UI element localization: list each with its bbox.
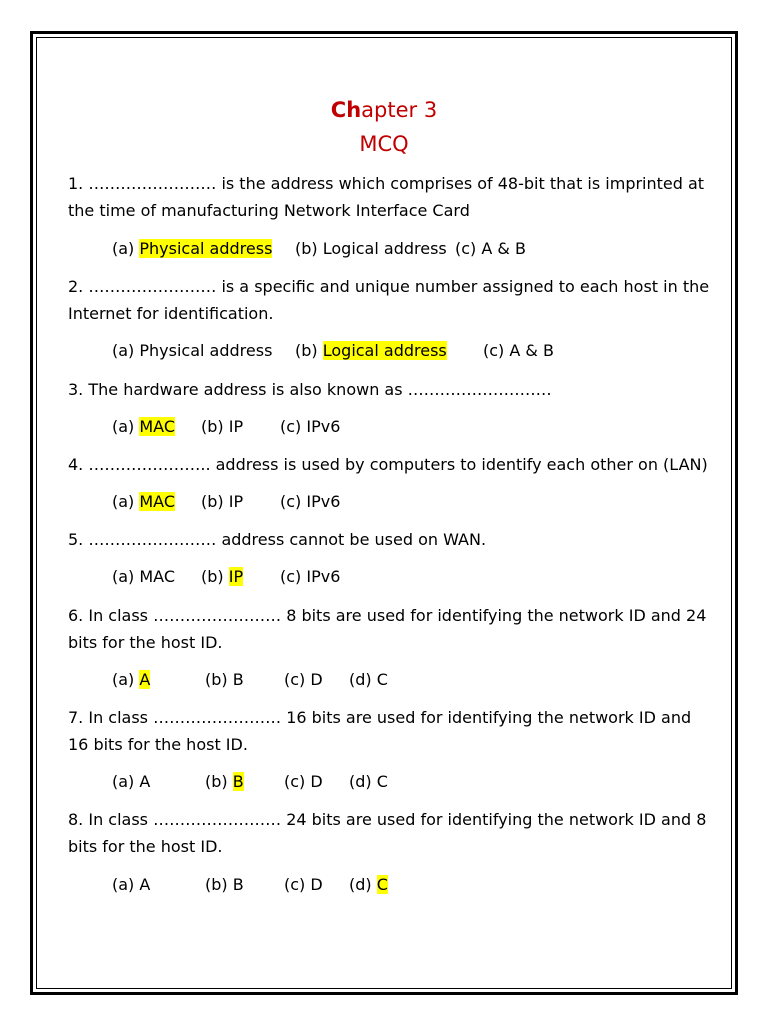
question-4-option-c bbox=[280, 492, 340, 512]
question-8-option-b bbox=[205, 875, 244, 895]
chapter-title bbox=[0, 97, 768, 123]
question-8-line-2: bits for the host ID. bbox=[68, 837, 223, 856]
option-prefix: (b) bbox=[201, 567, 229, 586]
question-7-option-b bbox=[205, 772, 244, 792]
option-prefix: (c) bbox=[280, 567, 307, 586]
question-3-option-a bbox=[112, 417, 175, 437]
question-8-option-a bbox=[112, 875, 150, 895]
option-answer-highlight: MAC bbox=[139, 417, 176, 436]
option-text: D bbox=[310, 772, 323, 791]
question-5-option-c bbox=[280, 567, 340, 587]
option-prefix: (b) bbox=[205, 772, 233, 791]
question-1-option-c bbox=[455, 239, 526, 259]
option-answer-highlight: Logical address bbox=[322, 341, 447, 360]
question-1-option-a bbox=[112, 239, 272, 259]
question-7-option-d bbox=[349, 772, 388, 792]
option-prefix: (b) bbox=[201, 417, 229, 436]
question-8-line-1: 8. In class …………………… 24 bits are used for identifying the network ID and 8 bbox=[68, 810, 707, 829]
option-prefix: (b) bbox=[295, 341, 323, 360]
question-3-option-c bbox=[280, 417, 340, 437]
question-7-option-a bbox=[112, 772, 150, 792]
option-text: MAC bbox=[139, 567, 176, 586]
question-4-option-b bbox=[201, 492, 243, 512]
question-6-line-2: bits for the host ID. bbox=[68, 633, 223, 652]
option-text: IP bbox=[228, 417, 244, 436]
option-text: Physical address bbox=[139, 341, 273, 360]
question-3-options bbox=[112, 417, 712, 439]
option-text: B bbox=[232, 670, 244, 689]
question-5-options bbox=[112, 567, 712, 589]
question-7-option-c bbox=[284, 772, 323, 792]
question-3-line-1: 3. The hardware address is also known as ……………………… bbox=[68, 380, 552, 399]
question-4-options bbox=[112, 492, 712, 514]
option-text: A bbox=[139, 875, 151, 894]
question-2-line-1: 2. …………………… is a specific and unique number assigned to each host in the bbox=[68, 277, 710, 296]
option-prefix: (c) bbox=[280, 417, 307, 436]
option-text: B bbox=[232, 875, 244, 894]
question-2-option-c bbox=[483, 341, 554, 361]
option-prefix: (a) bbox=[112, 492, 140, 511]
option-prefix: (b) bbox=[205, 670, 233, 689]
option-text: C bbox=[376, 670, 388, 689]
option-text: IPv6 bbox=[306, 492, 341, 511]
question-6-line-1: 6. In class …………………… 8 bits are used for identifying the network ID and 24 bbox=[68, 606, 707, 625]
option-text: C bbox=[376, 772, 388, 791]
option-prefix: (a) bbox=[112, 670, 140, 689]
option-text: IP bbox=[228, 492, 244, 511]
option-prefix: (d) bbox=[349, 772, 377, 791]
option-prefix: (a) bbox=[112, 417, 140, 436]
question-4-line-1: 4. ………………….. address is used by computers to identify each other on (LAN) bbox=[68, 455, 708, 474]
option-answer-highlight: MAC bbox=[139, 492, 176, 511]
question-6-option-b bbox=[205, 670, 244, 690]
option-prefix: (c) bbox=[284, 875, 311, 894]
question-5-line-1: 5. …………………… address cannot be used on WAN. bbox=[68, 530, 487, 549]
option-text: D bbox=[310, 670, 323, 689]
option-prefix: (c) bbox=[280, 492, 307, 511]
question-1-line-1: 1. …………………… is the address which comprises of 48-bit that is imprinted at bbox=[68, 174, 705, 193]
option-prefix: (b) bbox=[201, 492, 229, 511]
option-text: Logical address bbox=[322, 239, 447, 258]
question-6-option-c bbox=[284, 670, 323, 690]
option-answer-highlight: IP bbox=[228, 567, 244, 586]
option-text: IPv6 bbox=[306, 567, 341, 586]
question-8-option-c bbox=[284, 875, 323, 895]
question-2-line-2: Internet for identification. bbox=[68, 304, 274, 323]
option-text: A bbox=[139, 772, 151, 791]
chapter-title-rest: apter 3 bbox=[361, 98, 438, 122]
option-prefix: (b) bbox=[205, 875, 233, 894]
question-6-option-a bbox=[112, 670, 150, 690]
option-prefix: (a) bbox=[112, 772, 140, 791]
question-1-options bbox=[112, 239, 712, 261]
option-answer-highlight: C bbox=[376, 875, 388, 894]
option-answer-highlight: Physical address bbox=[139, 239, 273, 258]
option-prefix: (c) bbox=[284, 772, 311, 791]
section-subtitle: MCQ bbox=[359, 132, 409, 156]
question-3-option-b bbox=[201, 417, 243, 437]
option-answer-highlight: B bbox=[232, 772, 244, 791]
option-prefix: (c) bbox=[284, 670, 311, 689]
question-7-line-2: 16 bits for the host ID. bbox=[68, 735, 248, 754]
question-5-option-b bbox=[201, 567, 243, 587]
option-prefix: (d) bbox=[349, 670, 377, 689]
option-prefix: (d) bbox=[349, 875, 377, 894]
option-prefix: (b) bbox=[295, 239, 323, 258]
option-text: A & B bbox=[509, 341, 554, 360]
option-text: A & B bbox=[481, 239, 526, 258]
question-8-option-d bbox=[349, 875, 388, 895]
question-6-options bbox=[112, 670, 712, 692]
option-text: D bbox=[310, 875, 323, 894]
option-answer-highlight: A bbox=[139, 670, 151, 689]
option-prefix: (a) bbox=[112, 567, 140, 586]
option-prefix: (c) bbox=[483, 341, 510, 360]
option-prefix: (a) bbox=[112, 239, 140, 258]
question-2-options bbox=[112, 341, 712, 363]
question-2-option-b bbox=[295, 341, 447, 361]
question-2-option-a bbox=[112, 341, 272, 361]
question-7-line-1: 7. In class …………………… 16 bits are used for identifying the network ID and bbox=[68, 708, 692, 727]
question-7-options bbox=[112, 772, 712, 794]
option-prefix: (a) bbox=[112, 875, 140, 894]
question-4-option-a bbox=[112, 492, 175, 512]
option-prefix: (a) bbox=[112, 341, 140, 360]
question-1-option-b bbox=[295, 239, 447, 259]
question-5-option-a bbox=[112, 567, 175, 587]
option-text: IPv6 bbox=[306, 417, 341, 436]
question-1-line-2: the time of manufacturing Network Interface Card bbox=[68, 201, 470, 220]
option-prefix: (c) bbox=[455, 239, 482, 258]
chapter-title-bold: Ch bbox=[330, 98, 362, 122]
question-6-option-d bbox=[349, 670, 388, 690]
question-8-options bbox=[112, 875, 712, 897]
